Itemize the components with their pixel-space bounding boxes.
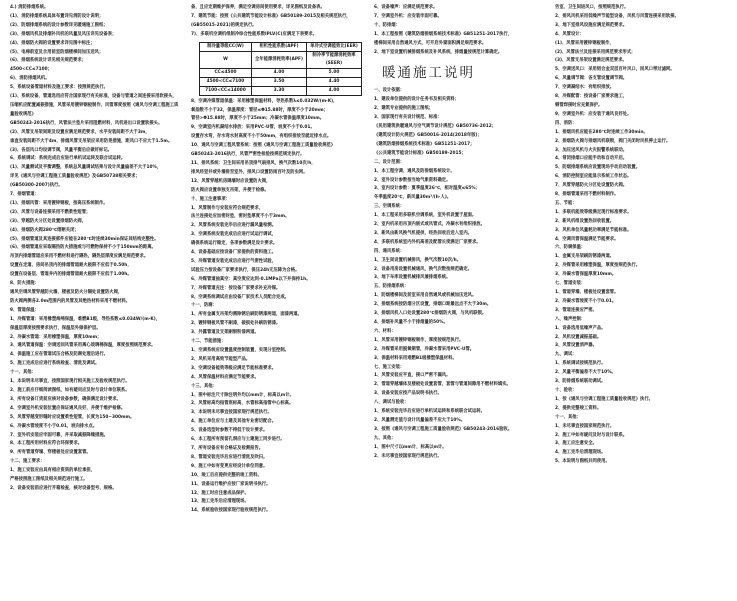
note-line: 十、验收： — [555, 387, 577, 393]
note-line: 5、设备选型时参数不得低于设计要求。 — [191, 428, 268, 434]
note-line: 1、本工程按照《建筑防烟排烟系统技术标准》GB51251-2017执行， — [374, 31, 513, 37]
note-line: (3)、风管支吊架设置满足规范要求。 — [555, 58, 627, 64]
note-line: 7、建筑节能：按照《公共建筑节能设计标准》GB50189-2015及相关规范执行， — [191, 13, 351, 19]
note-line: 9、施工中如有变更应经设计单位同意。 — [191, 463, 268, 469]
table-cell: 4500<CC≤7100 — [200, 77, 252, 86]
note-line: 九、调试： — [555, 352, 577, 358]
note-line: 8、防火措施： — [10, 281, 39, 287]
note-line: 8、本工程所用材料应符合环保要求。 — [10, 441, 83, 447]
note-line: 5、冷媒管道安装完成后应进行气密性试验， — [191, 258, 277, 264]
note-line: 4、风管保温材料应满足节能要求。 — [191, 374, 259, 380]
note-line: 4500<CC≤7100； — [10, 67, 52, 73]
table-units-row — [200, 51, 362, 68]
note-line: 十一、其他： — [10, 370, 36, 376]
note-line: 8、管道安装完毕后应进行清洗及吹扫。 — [191, 454, 268, 460]
note-line: 3、外露管道及支架刷银粉漆两道。 — [191, 330, 259, 336]
note-line: 《公共建筑节能设计标准》GB50189-2015； — [374, 150, 466, 156]
note-line: 8、空调冷媒管道保温：采用橡塑保温材料，导热系数λ≤0.032W/(m·K)， — [191, 98, 338, 104]
table-cell: 3.30 — [252, 86, 307, 95]
table-row — [200, 86, 362, 95]
note-line: (GB55015-2021)的规定执行。 — [191, 22, 257, 28]
note-line: 5、施工完成后应进行系统检查、清洗及调试。 — [10, 361, 100, 367]
note-line: 1、按《通风与空调工程施工质量验收规范》执行。 — [555, 396, 653, 402]
table-cell: 4.00 — [252, 68, 307, 77]
notes-column-4 — [555, 4, 727, 598]
note-line: 11、排风系统：卫生间采用吊顶排气扇排风，换气次数10次/h， — [191, 160, 316, 166]
notes-column-2 — [191, 4, 363, 598]
note-line: GB50243-2016执行，风管严密性检验按规范规定执行。 — [191, 152, 305, 158]
note-line: 3、防排烟系统联动调试。 — [555, 379, 606, 385]
table-header-row — [200, 42, 362, 51]
note-line: 3、所有设备订货前应核对设备参数，确保满足设计要求。 — [10, 396, 121, 402]
note-line: 3、保温材料采用难燃B1级橡塑保温材料。 — [374, 355, 457, 361]
note-line: 5、本说明与图纸共同使用。 — [555, 459, 610, 465]
note-line: 2、设备安装前应进行开箱检查，核对设备型号、规格。 — [10, 485, 117, 491]
note-line: 3、风管设置消声器。 — [555, 343, 597, 349]
note-line: 2、提供完整竣工资料。 — [555, 405, 602, 411]
note-line: 2、风管标高均指管底标高，水管标高指管中心标高。 — [191, 401, 294, 407]
note-line: 5、系统设备管道材料及施工要求：按照规范执行。 — [10, 85, 108, 91]
energy-efficiency-table — [199, 42, 362, 96]
note-line: (2)、风管支吊架间距及设置应满足规范要求，水平安装间距不大于3m， — [10, 129, 150, 135]
note-line: 5、风管穿越变形缝时应设置柔性短管，长度为150~300mm。 — [10, 414, 135, 420]
note-line: 1、排烟风机应能在280℃时连续工作30min。 — [555, 129, 648, 135]
note-line: 十一、防腐： — [191, 303, 217, 309]
note-line: 四、通风系统： — [374, 248, 405, 254]
note-line: 1、所有金属支吊架均需除锈后刷防锈漆两道，面漆两道。 — [191, 312, 302, 318]
note-line: 3、通风管道保温：空调送回风管采用离心玻璃棉保温，厚度按照规范要求。 — [10, 343, 156, 349]
note-line: 保温层厚度按照要求执行，保温层外做保护层。 — [10, 325, 101, 331]
notes-column-3 — [374, 4, 546, 598]
note-line: 1、系统调试按规范执行。 — [555, 361, 606, 367]
note-line: 一、设计依据： — [374, 88, 405, 94]
note-line: 2、冷媒管采用橡塑保温，厚度按规范执行。 — [555, 263, 641, 269]
note-line: 吊顶内排烟管道应采用不燃材料进行隔热，隔热层厚度应满足规范要求。 — [10, 254, 149, 260]
note-line: (3)、穿越防火分区处设置排烟防火阀， — [10, 218, 87, 224]
note-line: 5、防烟排烟系统应设置现场手动启动装置。 — [555, 165, 641, 171]
note-line: 2、室外设计参数按当地气象资料确定。 — [374, 177, 451, 183]
note-line: 七、施工安装： — [374, 364, 405, 370]
note-line: 1、本工程空调、通风及防排烟系统设计。 — [374, 168, 455, 174]
table-cell: 4.00 — [307, 86, 362, 95]
note-line: (3)、各层风口均设调节阀，风量平衡后应做好标记。 — [10, 147, 112, 153]
note-line: 设置在设备层、管道井内的排烟管道耐火极限不应低于1.00h。 — [10, 272, 132, 278]
note-line: (1)、系统设备、管道选用应符合国家现行有关标准，设备与管道之间连接采用软接头， — [10, 94, 177, 100]
note-line: 6、冷媒管道抽真空：真空度应达到-0.1MPa以下并保持1h。 — [191, 276, 311, 282]
note-line: 7、冷媒管道充注：按设备厂家要求补充冷媒。 — [191, 285, 281, 291]
note-line: (2)、防烟排烟系统的设计参数详见暖通施工图纸； — [10, 22, 108, 28]
note-line: 楼梯间采用自然通风方式，可开启外窗面积满足规范要求。 — [374, 40, 487, 46]
note-line: 六、防腐保温： — [555, 245, 586, 251]
note-line: 4、空调室外机安装位置应保证通风良好，并便于维护检修。 — [10, 405, 126, 411]
note-line: 九、其他： — [374, 435, 396, 441]
note-line: 9、管道保温： — [10, 307, 39, 313]
note-line: 七、管道安装： — [555, 281, 586, 287]
note-line: 十一、其他： — [555, 414, 581, 420]
note-line: 防火阀应设置单独支吊架，并便于检修。 — [191, 187, 269, 193]
note-line: 3、加压送风机与火灾报警系统联动。 — [555, 147, 628, 153]
note-line: 2、镀锌钢板风管不刷漆，破损处补刷防锈漆。 — [191, 321, 281, 327]
note-line: 《民用建筑供暖通风与空气调节设计规范》GB50736-2012； — [374, 124, 497, 130]
note-line: 设置在走道、房间吊顶内的排烟管道耐火极限不应低于0.50h， — [10, 263, 132, 269]
table-header-cell: 单冷式空调能效比(EER) — [307, 42, 362, 51]
note-line: 2、新风机组设置热回收装置。 — [555, 218, 615, 224]
note-line: 4、常闭排烟口应能手动和自动开启。 — [555, 156, 628, 162]
note-line: 八、噪声控制： — [555, 316, 586, 322]
note-line: 3、空调设备能效等级应满足节能标准要求。 — [191, 365, 277, 371]
note-line: 3、新风由新风换气机提供，经热回收后送入室内。 — [374, 230, 472, 236]
note-line: 3、地下室排风设施应满足规范要求。 — [555, 22, 628, 28]
note-line: 1、冷媒管道：采用橡塑海绵保温，难燃B1级，导热系数≤0.034W/(m·K)， — [10, 316, 161, 322]
note-line: 6、风量调节阀：各支管设置调节阀。 — [555, 76, 628, 82]
note-line: 12、施工时应注意成品保护。 — [191, 490, 249, 496]
note-line: 4、排烟补风量不小于排烟量的50%。 — [374, 320, 448, 325]
note-line: 1、金属支吊架刷防锈漆两道。 — [555, 254, 615, 260]
document-title: 暖通施工说明 — [382, 65, 475, 82]
note-line: 4、设备基础应按设备厂家提供的资料施工。 — [191, 250, 277, 256]
note-line: (4)、排烟防火阀的设置要求详见图中标注； — [10, 40, 95, 46]
note-line: (6)、排烟管道应采取隔热防火措施或与可燃物保持不小于150mm的距离。 — [10, 245, 156, 251]
note-line: 2、风量平衡偏差不大于10%。 — [555, 370, 616, 376]
table-cell: 制冷季节能源消耗效率(SEER) — [307, 51, 362, 68]
note-line: 7、室外机安装应牢固可靠，并采取减振降噪措施。 — [10, 432, 108, 438]
note-line: 2、设备用房设置机械通风，换气次数按规范确定。 — [374, 266, 472, 272]
notes-column-2-bottom — [191, 98, 363, 517]
note-line: 1、多联机能效等级满足现行标准要求。 — [555, 209, 632, 215]
note-line: 1、防烟楼梯间及前室采用自然通风或机械加压送风。 — [374, 293, 477, 299]
note-line: (5)、排烟管道及其连接部件应能在280℃时连续30min保证其结构完整性。 — [10, 236, 159, 242]
table-cell: 5.00 — [307, 68, 362, 77]
note-line: 2、施工中如有疑问及时与设计联系。 — [555, 432, 628, 438]
note-line: 8、排烟管道采用不燃材料制作。 — [555, 192, 619, 198]
note-line: 2、室内机采用吊顶内嵌式或风管式，冷凝水有组织排放。 — [374, 222, 485, 228]
note-line: 3、冷凝水管保温厚度10mm。 — [555, 272, 617, 278]
note-line: 《建筑防烟排烟系统技术标准》GB51251-2017； — [374, 141, 475, 147]
note-line: 三、空调系统： — [374, 204, 405, 210]
note-line: 法兰连接处应加密封垫，密封垫厚度不小于3mm。 — [191, 214, 290, 220]
note-line: 9、空调室外机：应安装于通风良好处。 — [555, 111, 632, 117]
note-line: 1、建设单位提供的设计任务书及相关资料； — [374, 97, 460, 103]
table-row — [200, 77, 362, 86]
note-line: GB50243-2016执行，风管法兰垫片采用阻燃材料，风机进出口设置软接头。 — [10, 120, 163, 126]
note-line: 冬季温度20℃，新风量30m³/(h·人)。 — [374, 195, 452, 201]
note-line: 4、风管设计： — [555, 31, 584, 37]
note-line: 6、冷凝水管坡度不小于0.01，坡向排水点。 — [10, 423, 98, 429]
note-line: 3、排烟风机入口处设置280℃排烟防火阀，与风机联锁。 — [374, 311, 487, 317]
note-line: 铜管焊接时应充氮保护。 — [555, 102, 603, 108]
note-line: 2、风管系统安装完毕后应进行漏风量检测。 — [191, 223, 277, 229]
note-line: 1、图中尺寸以mm计，标高以m计。 — [374, 444, 447, 450]
notes-column-1 — [10, 4, 182, 598]
note-line: 3、本说明未尽事宜按国家现行规范执行。 — [191, 410, 272, 416]
note-line: 2、冷凝水管坡度不小于0.01。 — [555, 298, 617, 304]
note-line: (6)、排烟系统设计详见相关规范要求； — [10, 58, 87, 64]
note-line: 2、风量测定值与设计风量偏差不应大于10%。 — [374, 417, 466, 423]
note-line: 3、设备安装应按产品说明书执行。 — [374, 391, 442, 397]
note-line: 2、地下室设置机械排烟系统及补风系统，排烟量按规范计算确定。 — [374, 49, 503, 55]
note-line: 十二、施工要求： — [10, 459, 45, 465]
note-line: 五、防排烟系统： — [374, 284, 409, 290]
note-line: 垂直安装间距不大于4m，排烟风管支吊架应采用防晃措施，距风口不应大于1.5m。 — [10, 138, 173, 144]
note-line: (1)、风管采用镀锌钢板制作， — [555, 40, 614, 46]
note-line: 14、系统验收按国家现行验收规范执行。 — [191, 508, 271, 514]
table-row — [200, 68, 362, 77]
note-line: 1、施工安装应由具有相应资质的单位承担， — [10, 468, 96, 474]
note-line: 3、按照《通风与空调工程施工质量验收规范》GB50243-2016验收。 — [374, 426, 513, 432]
table-cell: 全年能源消耗效率(APF) — [252, 51, 307, 68]
note-line: 氧指数不小于32，保温厚度：管径≤Φ15.88时，厚度不小于20mm； — [191, 107, 328, 113]
note-line: 设置存水弯，存水弯水封高度不小于50mm，有组织排放至就近排水点。 — [191, 134, 332, 140]
note-line: 备，且应定期维护保养，满足空调房间使用要求，详见图纸及设备表。 — [191, 5, 325, 10]
note-line: 4、施工完毕后清理现场。 — [555, 450, 606, 456]
note-line: 试验压力按设备厂家要求执行，保压24h无压降为合格。 — [191, 267, 300, 273]
note-line: (4)、排烟防火阀280℃熔断关闭； — [10, 227, 79, 233]
note-line: 7)、多联机空调机组制冷综合性能系数IPLV(C)应满足下表要求。 — [191, 31, 318, 37]
note-line: 六、材料： — [374, 328, 396, 334]
note-line: (2)、风管与设备连接采用不燃柔性短管； — [10, 209, 91, 215]
note-line: 10、竣工后应提供完整的竣工资料。 — [191, 472, 262, 478]
note-line: 3、室内设计参数：夏季温度26℃，相对湿度≤65%； — [374, 186, 480, 192]
note-line: 12、风管穿越机房隔墙时应设置防火阀， — [191, 178, 271, 184]
note-line: 1、本说明未尽事宜，按照国家现行相关施工及验收规范执行。 — [10, 379, 130, 385]
note-line: 3、空调系统安装完成后应进行试运行调试， — [191, 232, 277, 238]
note-line: 十、施工注意事项： — [191, 196, 230, 202]
note-line: 2、风机设置减振基础。 — [555, 334, 602, 340]
note-line: 防火阀两侧各2.0m范围内的风管及其绝热材料采用不燃材料。 — [10, 298, 131, 304]
note-line: 1、管道穿墙、楼板处设置套管。 — [555, 290, 619, 295]
note-line: 7、空调凝结水：有组织排放。 — [555, 85, 615, 91]
note-line: (GB50300-2007)执行。 — [10, 183, 63, 189]
note-line: 7、所有设备应有合格证及检测报告。 — [191, 445, 264, 451]
note-line: 2、管道穿越墙体及楼板处设置套管，套管与管道间隙用不燃材料填实。 — [374, 382, 511, 388]
note-line: 二、设计范围： — [374, 159, 405, 165]
note-line: 《建筑设计防火规范》GB50016-2014(2018年版)； — [374, 132, 482, 138]
note-line: 3、风机单位风量耗功率满足节能标准。 — [555, 227, 632, 233]
note-line: 通风空调风管穿越防火墙、楼板及防火分隔处设置防火阀， — [10, 290, 123, 295]
note-line: 3、国家现行有关设计规范、标准： — [374, 115, 442, 121]
table-cell: W — [200, 51, 252, 68]
note-line: 1、卫生间设置机械排风，换气次数10次/h。 — [374, 257, 462, 263]
table-header-cell: 柜机性能系数(APF) — [252, 42, 307, 51]
note-line: 2、施工前应仔细阅读图纸，如有疑问应及时与设计单位联系。 — [10, 387, 130, 393]
note-line: 压缩机应配置减振措施，风管采用镀锌钢板制作，风管厚度按照《通风与空调工程施工质量验收规范》 — [10, 102, 179, 117]
note-line: 十三、其他： — [191, 383, 217, 389]
table-cell: 3.50 — [252, 77, 307, 86]
note-line: 10、通风与空调工程风管系统：按照《通风与空调工程施工质量验收规范》 — [191, 143, 336, 149]
table-cell: 4.40 — [307, 77, 362, 86]
note-line: 4、空调风管保温满足节能要求。 — [555, 236, 619, 242]
note-line: (5)、电梯前室及合用前室防烟楼梯间加压送风； — [10, 49, 104, 55]
note-line: 9、空调室内机凝结水排放：采用PVC-U管，坡度不小于0.01。 — [191, 125, 315, 131]
note-line: 十、防排烟： — [374, 22, 400, 28]
note-line: 2、风机采用高效节能型产品。 — [191, 356, 251, 362]
note-line: 1、空调系统应设置温度控制装置，实现分室控制。 — [191, 348, 289, 353]
notes-column-2-top — [191, 4, 363, 40]
note-line: 确保系统运行稳定，各项参数满足设计要求。 — [191, 241, 278, 247]
note-line: 7、空调室外机：应安装牢固可靠。 — [374, 13, 442, 19]
note-line: 1、风管采用镀锌钢板制作，厚度按规范执行。 — [374, 337, 464, 343]
table-cell: 7100<CC≤14000 — [200, 86, 252, 95]
note-line: 6、系统调试：系统完成后应进行单机试运转及联合试运转。 — [10, 156, 126, 162]
note-line: 5、空调送风口：采用铝合金双层百叶风口，回风口带过滤网。 — [555, 67, 675, 73]
note-line: 3、地下车库设置机械排风兼排烟系统。 — [374, 275, 451, 281]
note-line: 4.) 消防排烟系统。 — [10, 5, 49, 10]
note-line: 7、风管穿越防火分区处设置防火阀。 — [555, 183, 628, 189]
note-line: 2、排烟防火阀与排烟风机联锁，阀门关闭时风机停止运行。 — [555, 138, 671, 144]
note-line: (2)、风管法兰及连接采用规范要求形式； — [555, 49, 636, 55]
note-line: 8、空调系统调试应由设备厂家技术人员配合完成。 — [191, 294, 289, 300]
note-line: 2、排风风机采用低噪声节能型设备，风机与风管连接采用软接。 — [555, 13, 679, 19]
note-line: 6、消防控制室应能显示系统工作状态。 — [555, 174, 632, 180]
note-line: 严格按照施工图纸及相关规范进行施工。 — [10, 477, 88, 483]
note-line: 告室、卫生间进风口，按照规范执行。 — [555, 5, 629, 10]
note-line: 2、冷凝水管道：采用橡塑保温，厚度10mm； — [10, 334, 102, 340]
note-line: (1)、消防排烟系统具体布置详见消防设计说明； — [10, 13, 104, 19]
note-line: 7、排烟管道： — [10, 192, 39, 198]
note-line: 4、施工单位应与土建及其他专业密切配合。 — [191, 419, 277, 425]
note-line: (1)、排烟风管：采用镀锌钢板，按高压系统制作。 — [10, 200, 108, 206]
note-line: 1、风管安装应平直，接口严密不漏风。 — [374, 373, 451, 379]
table-cell: CC≤4500 — [200, 68, 252, 77]
note-line: (3)、排烟风机及排烟补风机的风量及风压详见设备表； — [10, 31, 117, 37]
notes-column-3-top — [374, 4, 546, 57]
note-line: 1、设备选用低噪声产品。 — [555, 325, 606, 331]
note-line: 1、图中标注尺寸除注明外均以mm计，标高以m计。 — [191, 392, 294, 398]
note-line: 四、消防： — [555, 120, 577, 126]
note-line: (1)、风量测试及平衡调整，系统总风量调试结果与设计风量偏差不大于10%， — [10, 165, 162, 171]
note-line: 1、风管制作与安装应符合规范要求， — [191, 205, 264, 211]
spec-table-wrap — [199, 42, 363, 96]
note-line: 十二、节能措施： — [191, 339, 226, 345]
note-line: 详见《通风与空调工程施工质量验收规范》及GB50738相关要求； — [10, 174, 140, 180]
note-line: 管径>Φ15.88时，厚度不小于25mm；冷凝水管保温厚度10mm。 — [191, 116, 325, 122]
note-line: 13、施工完毕后应清理现场。 — [191, 499, 249, 505]
note-line: 五、节能： — [555, 200, 577, 206]
note-line: 排风经竖井或外墙排至室外，排风口设置防雨百叶及防虫网。 — [191, 169, 308, 175]
note-line: 6)、消防排烟风机。 — [10, 76, 50, 82]
note-line: 2、未尽事宜按国家现行规范执行。 — [374, 453, 442, 459]
note-line: 2、冷媒管采用脱氧铜管，冷凝水管采用PVC-U管。 — [374, 346, 475, 352]
note-line: 6、本工程所有预留孔洞应与土建施工同步进行。 — [191, 437, 285, 443]
note-line: 9、所有管道穿墙、穿楼板处应设置套管。 — [10, 450, 91, 456]
note-line: 1、系统安装完毕后应进行单机试运转和系统联合试运转。 — [374, 409, 485, 415]
table-header-cell: 制冷量等级CC(W) — [200, 42, 252, 51]
notes-column-3-bottom — [374, 87, 546, 461]
note-line: 11、设备运行维护应按厂家说明书执行。 — [191, 481, 271, 487]
note-line: 4、多联机系统室内外机高差及配管长度满足厂家要求。 — [374, 239, 481, 245]
note-line: 1、未尽事宜按国家规范执行。 — [555, 423, 615, 429]
note-line: 6、设备噪声：应满足规范要求。 — [374, 5, 438, 10]
note-line: 1、本工程采用多联机空调系统，室外机设置于屋面。 — [374, 213, 477, 219]
note-line: 八、调试与验收： — [374, 400, 409, 406]
note-line: 3、管道连接应严密。 — [555, 307, 597, 313]
note-line: 4、保温施工应在管道试压合格及防腐处理后进行。 — [10, 352, 108, 358]
note-line: 8、冷媒配管：按设备厂家要求施工， — [555, 94, 628, 100]
note-line: 2、建筑专业提供的施工图纸； — [374, 106, 434, 112]
note-line: 3、施工应注意安全。 — [555, 441, 597, 447]
note-line: 2、排烟系统按防烟分区设置，排烟口距最远点不大于30m。 — [374, 302, 492, 308]
